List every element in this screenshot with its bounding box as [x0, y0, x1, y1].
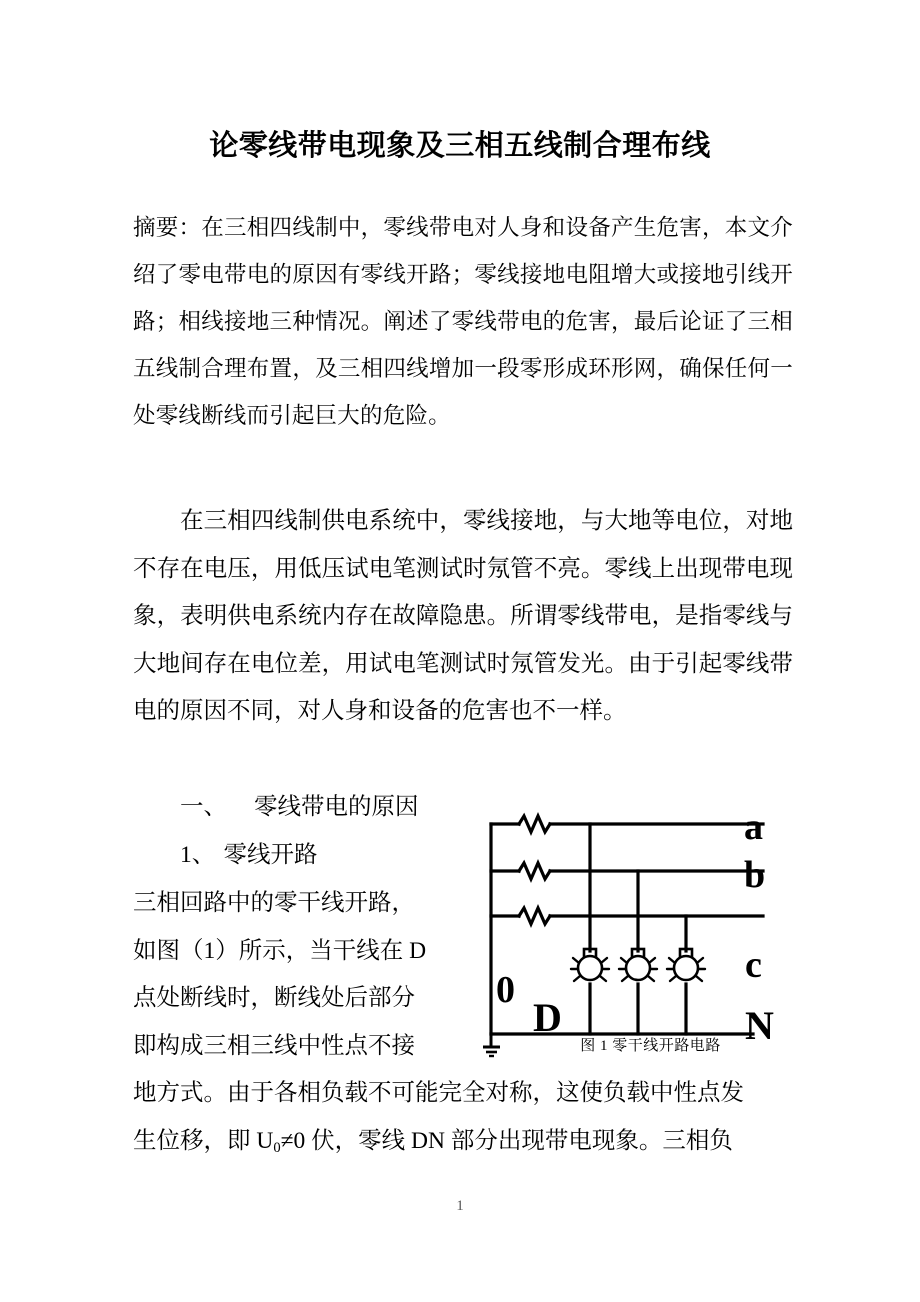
- voltage-subscript: 0: [273, 1139, 281, 1156]
- wrapped-line: 即构成三相三线中性点不接: [133, 1032, 415, 1059]
- figure-label-phase-b: b: [744, 854, 766, 896]
- section-heading-2-label: 零线开路: [223, 842, 318, 868]
- section-heading-2-number: 1、: [180, 842, 216, 868]
- winding-a-icon: [519, 816, 550, 832]
- page-title: 论零线带电现象及三相五线制合理布线: [209, 128, 711, 163]
- ground-icon: [483, 1034, 500, 1056]
- lamp-icon: [571, 949, 609, 981]
- tail-line-part: 生位移，即 U: [133, 1127, 274, 1154]
- section-heading-1: [133, 784, 493, 832]
- lamp-icon: [667, 949, 705, 981]
- wrapped-line: 三相回路中的零干线开路，: [133, 890, 415, 916]
- intro-paragraph: 在三相四线制供电系统中，零线接地，与大地等电位，对地不存在电压，用低压试电笔测试时氖管不亮。零线上出现带电现象，表明供电系统内存在故障隐患。所谓零线带电，是指零线与大地间存在电位差，用试电笔测试时氖管发光。由于引起零线带电的原因不同，对人身和设备的危害也不一样。: [133, 508, 793, 724]
- figure-label-phase-c: c: [745, 944, 762, 986]
- section-heading-2: [133, 832, 493, 880]
- figure-label-break-point: D: [533, 995, 562, 1040]
- figure-caption: 图 1 零干线开路电路: [580, 1038, 721, 1054]
- figure-wrapped-text: [133, 880, 485, 1070]
- section-heading-1-label: 零线带电的原因: [254, 794, 419, 820]
- lamp-icon: [619, 949, 657, 981]
- tail-line-part: ≠0 伏，零线 DN 部分出现带电现象。三相负: [280, 1127, 733, 1154]
- tail-line: [133, 1118, 796, 1173]
- tail-line: 地方式。由于各相负载不可能完全对称，这使负载中性点发: [133, 1080, 744, 1106]
- wrapped-line: 点处断线时，断线处后部分: [133, 985, 415, 1011]
- figure-1-circuit-diagram: [483, 806, 793, 1074]
- figure-label-phase-a: a: [744, 806, 763, 848]
- abstract-paragraph: 摘要：在三相四线制中，零线带电对人身和设备产生危害，本文介绍了零电带电的原因有零线开路；零线接地电阻增大或接地引线开路；相线接地三种情况。阐述了零线带电的危害，最后论证了三相五线制合理布置，及三相四线增加一段零形成环形网，确保任何一处零线断线而引起巨大的危险。: [133, 215, 793, 429]
- winding-c-icon: [519, 908, 550, 924]
- wrapped-line: 如图（1）所示，当干线在 D: [133, 937, 427, 964]
- winding-b-icon: [519, 863, 550, 879]
- paragraph-continuation: [133, 1070, 796, 1172]
- section-heading-1-number: 一、: [180, 794, 227, 820]
- page-number: 1: [456, 1198, 464, 1214]
- figure-label-star-point: 0: [496, 969, 515, 1011]
- figure-label-neutral: N: [745, 1003, 774, 1048]
